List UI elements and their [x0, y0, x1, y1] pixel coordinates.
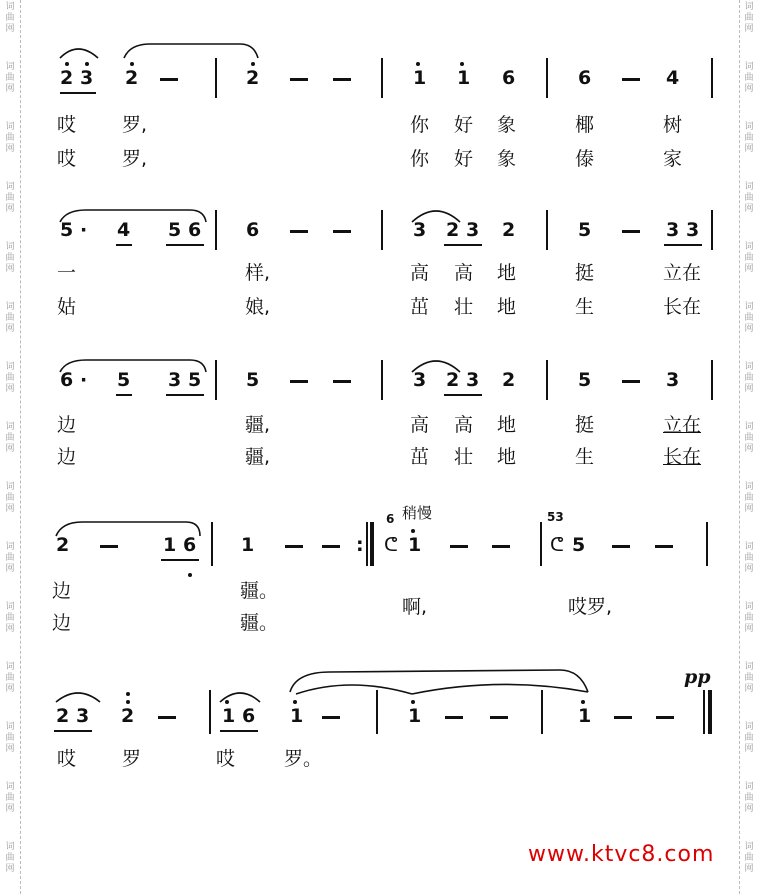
watermark-text-left: 词 曲 网 — [5, 782, 15, 814]
lyric: 你 — [410, 148, 430, 170]
lyric: 边 — [57, 414, 77, 436]
lyric: 高 — [410, 262, 430, 284]
lyric: 长在 — [663, 446, 702, 468]
watermark-text-left: 词 曲 网 — [5, 422, 15, 454]
lyric: 罗, — [122, 148, 148, 170]
note: 1 — [241, 534, 255, 556]
lyric: 哎 — [216, 748, 236, 770]
note: 2 — [502, 219, 516, 241]
note: 5 — [168, 219, 182, 241]
note: 5 — [60, 219, 74, 241]
watermark-text-left: 词 曲 网 — [5, 542, 15, 574]
note: 3 — [413, 219, 427, 241]
note: 2 — [446, 369, 460, 391]
lyric: 啊, — [402, 596, 428, 618]
watermark-text-left: 词 曲 网 — [5, 242, 15, 274]
lyric: 地 — [497, 446, 517, 468]
note: 2 — [121, 705, 135, 727]
lyric: 长在 — [663, 296, 702, 318]
watermark-text-left: 词 曲 网 — [5, 362, 15, 394]
lyric: 树 — [663, 114, 683, 136]
lyric: 挺 — [575, 414, 595, 436]
grace-note: 53 — [547, 510, 564, 524]
lyric: 疆, — [245, 446, 271, 468]
site-watermark-link[interactable]: www.ktvc8.com — [528, 842, 715, 867]
watermark-text-right: 词 曲 网 — [744, 302, 754, 334]
note: 1 — [578, 705, 592, 727]
lyric: 地 — [497, 262, 517, 284]
lyric: 疆。 — [240, 612, 279, 634]
watermark-text-right: 词 曲 网 — [744, 602, 754, 634]
lyric: 娘, — [245, 296, 271, 318]
watermark-text-right: 词 曲 网 — [744, 2, 754, 34]
note: 3 — [686, 219, 700, 241]
watermark-text-right: 词 曲 网 — [744, 62, 754, 94]
note: 3 — [413, 369, 427, 391]
lyric: 哎 — [57, 114, 77, 136]
note: 1 — [457, 67, 471, 89]
watermark-text-right: 词 曲 网 — [744, 362, 754, 394]
note: 3 — [666, 369, 680, 391]
watermark-text-left: 词 曲 网 — [5, 842, 15, 874]
note: 6 — [502, 67, 516, 89]
lyric: 立在 — [663, 262, 702, 284]
watermark-text-right: 词 曲 网 — [744, 722, 754, 754]
note: 2 — [446, 219, 460, 241]
lyric: 茁 — [410, 446, 430, 468]
note: 3 — [466, 219, 480, 241]
note: 3 — [76, 705, 90, 727]
note: 6 — [60, 369, 74, 391]
lyric: 高 — [454, 262, 474, 284]
lyric: 你 — [410, 114, 430, 136]
lyric: 哎罗, — [568, 596, 613, 618]
lyric: 茁 — [410, 296, 430, 318]
note: 4 — [117, 219, 131, 241]
note: 5 — [246, 369, 260, 391]
lyric: 象 — [497, 114, 517, 136]
watermark-text-right: 词 曲 网 — [744, 242, 754, 274]
lyric: 傣 — [575, 148, 595, 170]
lyric: 家 — [663, 148, 683, 170]
note: 2 — [56, 534, 70, 556]
watermark-text-right: 词 曲 网 — [744, 842, 754, 874]
lyric: 样, — [245, 262, 271, 284]
note: 1 — [222, 705, 236, 727]
note: 1 — [163, 534, 177, 556]
lyric: 壮 — [454, 446, 474, 468]
lyric: 疆。 — [240, 580, 279, 602]
lyric: 高 — [410, 414, 430, 436]
lyric: 罗。 — [284, 748, 323, 770]
lyric: 哎 — [57, 148, 77, 170]
watermark-text-left: 词 曲 网 — [5, 482, 15, 514]
lyric: 姑 — [57, 296, 77, 318]
lyric: 边 — [57, 446, 77, 468]
watermark-text-left: 词 曲 网 — [5, 62, 15, 94]
watermark-text-right: 词 曲 网 — [744, 482, 754, 514]
tempo-mark: 稍慢 — [402, 504, 433, 522]
watermark-text-right: 词 曲 网 — [744, 662, 754, 694]
note: 4 — [666, 67, 680, 89]
lyric: 生 — [575, 296, 595, 318]
note: 3 — [168, 369, 182, 391]
lyric: 好 — [454, 148, 474, 170]
lyric: 壮 — [454, 296, 474, 318]
lyric: 罗 — [122, 748, 142, 770]
note: 6 — [242, 705, 256, 727]
note: 2 — [502, 369, 516, 391]
note: 5 — [578, 219, 592, 241]
dynamic-mark: pp — [684, 666, 711, 688]
watermark-text-right: 词 曲 网 — [744, 182, 754, 214]
lyric: 高 — [454, 414, 474, 436]
grace-note: 6 — [386, 512, 395, 526]
note: 5 — [188, 369, 202, 391]
note: 1 — [290, 705, 304, 727]
watermark-text-left: 词 曲 网 — [5, 302, 15, 334]
note: 6 — [183, 534, 197, 556]
note: 1 — [408, 534, 422, 556]
lyric: 一 — [57, 262, 77, 284]
lyric: 立在 — [663, 414, 702, 436]
lyric: 罗, — [122, 114, 148, 136]
watermark-text-left: 词 曲 网 — [5, 602, 15, 634]
lyric: 地 — [497, 296, 517, 318]
lyric: 挺 — [575, 262, 595, 284]
note: 3 — [666, 219, 680, 241]
note: 2 — [60, 67, 74, 89]
note: 5 — [117, 369, 131, 391]
watermark-text-left: 词 曲 网 — [5, 722, 15, 754]
note: 5 — [572, 534, 586, 556]
note: 6 — [188, 219, 202, 241]
watermark-text-right: 词 曲 网 — [744, 422, 754, 454]
note: 3 — [80, 67, 94, 89]
note: 5 — [578, 369, 592, 391]
note: 2 — [125, 67, 139, 89]
note: 2 — [246, 67, 260, 89]
watermark-text-right: 词 曲 网 — [744, 122, 754, 154]
watermark-text-left: 词 曲 网 — [5, 662, 15, 694]
lyric: 地 — [497, 414, 517, 436]
lyric: 好 — [454, 114, 474, 136]
lyric: 边 — [52, 612, 72, 634]
lyric: 哎 — [57, 748, 77, 770]
note: 1 — [413, 67, 427, 89]
lyric: 疆, — [245, 414, 271, 436]
watermark-text-left: 词 曲 网 — [5, 122, 15, 154]
note: 6 — [578, 67, 592, 89]
watermark-text-left: 词 曲 网 — [5, 2, 15, 34]
note: 1 — [408, 705, 422, 727]
watermark-text-left: 词 曲 网 — [5, 182, 15, 214]
lyric: 象 — [497, 148, 517, 170]
lyric: 生 — [575, 446, 595, 468]
note: 2 — [56, 705, 70, 727]
watermark-text-right: 词 曲 网 — [744, 542, 754, 574]
note: 3 — [466, 369, 480, 391]
lyric: 边 — [52, 580, 72, 602]
watermark-text-right: 词 曲 网 — [744, 782, 754, 814]
note: 6 — [246, 219, 260, 241]
lyric: 椰 — [575, 114, 595, 136]
